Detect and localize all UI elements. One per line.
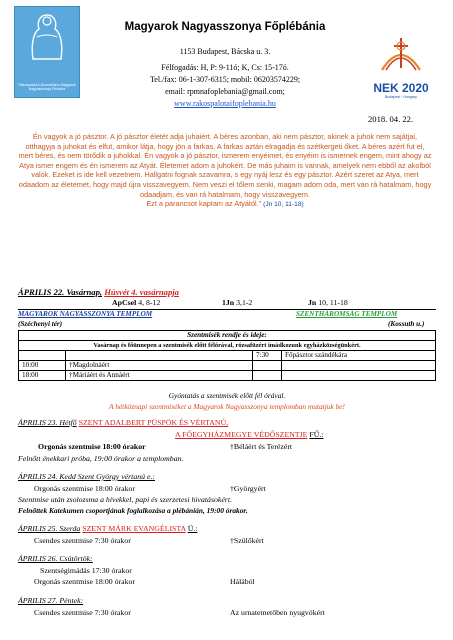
phone: Tel./fax: 06-1-307-6315; mobil: 06203574229;	[149, 75, 301, 84]
reading-2: 1Jn 3,1-2	[222, 298, 253, 307]
table-row: 7:30 Főpásztor szándékára	[19, 351, 436, 361]
gospel-last-line: Ezt a parancsot kaptam az Atyától.”	[146, 199, 262, 209]
tuesday-note: Szentmise után zsolozsma a hívekkel, papi és szerzetesi hivatásokért.	[18, 495, 232, 504]
tuesday-note-2: Felnőttek Katekumen csoportjának foglalkozása a plébánián, 19:00 órakor.	[18, 506, 248, 515]
day-thursday: ÁPRILIS 26. Csütörtök:	[18, 554, 93, 563]
table-header: Szentmisék rendje és ideje:	[19, 331, 436, 341]
office-hours: Félfogadás: H, P: 9-11ó; K, Cs: 15-17ó.	[161, 63, 289, 72]
website-link[interactable]: www.rakospalotaifoplebania.hu	[174, 99, 276, 108]
monday-note: Felnőtt énekkari próba, 19:00 órakor a templomban.	[18, 454, 184, 463]
church-left-sub: (Széchenyi tér)	[18, 320, 63, 328]
sunday-date: ÁPRILIS 22. Vasárnap,	[18, 287, 103, 297]
monday-feast-line: A FŐEGYHÁZMEGYE VÉDŐSZENTJE FŰ.:	[175, 430, 324, 439]
day-wednesday: ÁPRILIS 25. Szerda SZENT MÁRK EVANGÉLISTA Ü.:	[18, 524, 198, 533]
wednesday-mass: Csendes szentmise 7:30 órakor	[34, 536, 131, 545]
confession-note: Gyóntatás a szentmisék előtt fél órával.	[168, 391, 286, 400]
reading-1: ApCsel 4, 8-12	[112, 298, 161, 307]
email: email: rpmnafoplebania@gmail.com;	[165, 87, 285, 96]
tuesday-mass: Orgonás szentmise 18:00 órakor	[34, 484, 135, 493]
mass-table	[18, 330, 436, 381]
gospel-text	[18, 132, 432, 210]
table-row: 10:00 †Magdolnáért	[19, 361, 436, 371]
day-tuesday: ÁPRILIS 24. Kedd Szent György vértanú e.:	[18, 472, 155, 481]
thursday-mass: Orgonás szentmise 18:00 órakor	[34, 577, 135, 586]
friday-intention: Az urnatemetőben nyugvókért	[230, 608, 325, 617]
cross-icon	[370, 34, 432, 76]
thursday-intention: Hálából	[230, 577, 255, 586]
sunday-heading	[18, 287, 179, 297]
address: 1153 Budapest, Bácska u. 3.	[179, 47, 271, 56]
gospel-reference: (Jn 10, 11-18)	[263, 201, 304, 209]
monday-intention: †Béláért és Terézért	[230, 442, 293, 451]
table-note: Vasárnap és főünnepen a szentmisék előtt félórával, rózsafüzért imádkozunk egyházközségünkért.	[19, 341, 436, 351]
weekday-note: A hétköznapi szentmiséket a Magyarok Nagyasszonya templomban mutatjuk be!	[108, 402, 346, 411]
logo-caption: Rákospalota-Kőhomokfalva Magyarok Nagyasszonya Plébánia	[18, 82, 76, 91]
nek-subtitle: Budapest · Hungary	[385, 95, 417, 99]
reading-3: Jn 10, 11-18	[308, 298, 348, 307]
parish-title: Magyarok Nagyasszonya Főplébánia	[124, 21, 326, 33]
monday-mass: Orgonás szentmise 18:00 órakor	[38, 442, 146, 451]
church-left: MAGYAROK NAGYASSZONYA TEMPLOM	[18, 310, 153, 318]
church-right: SZENTHÁROMSÁG TEMPLOM	[296, 310, 398, 318]
wednesday-intention: †Szülőkért	[230, 536, 264, 545]
nek-title: NEK 2020	[373, 81, 429, 95]
friday-mass: Csendes szentmise 7:30 órakor	[34, 608, 131, 617]
day-friday: ÁPRILIS 27. Péntek:	[18, 596, 84, 605]
parish-logo	[14, 6, 80, 98]
church-right-sub: (Kossuth u.)	[388, 320, 425, 328]
thursday-adoration: Szentségimádás 17:30 órakor	[40, 566, 132, 575]
nek-logo	[370, 34, 432, 104]
day-monday: ÁPRILIS 23. Hétfő SZENT ADALBERT PÜSPÖK ÉS VÉRTANÚ,	[18, 418, 229, 427]
madonna-icon	[15, 7, 79, 67]
tuesday-intention: †Györgyért	[230, 484, 266, 493]
gospel-body: Én vagyok a jó pásztor. A jó pásztor életét adja juhaiért. A béres azonban, aki nem pásztor, akinek a juhok nem sajátjai, otthagyja a juhokat és elfut, amikor látja, hogy jön a farkas. A farkas aztán elragadja és szétkergeti őket. A béres azért fut el, mert béres, és nem törődik a juhokkal. Én vagyok a jó pásztor, ismerem enyéimet, és enyéim is ismernek engem, mint ahogy az Atya ismer engem és én ismerem az Atyát. Életemet adom a juhokért. De más juhaim is vannak, amelyek nem ebből az akolból valók. Ezeket is ide kell vezetnem. Hallgatni fognak szavamra, s egy nyáj lesz és egy pásztor. Azért szeret az Atya, mert odaadom az életemet, hogy majd újra visszavegyem. Nem veszi el tőlem senki, magam adom oda, mert van rá hatalmam, hogy odaadjam, és van rá hatalmam, hogy visszavegyem.	[18, 132, 432, 199]
bulletin-date: 2018. 04. 22.	[368, 114, 414, 124]
sunday-feast: Húsvét 4. vasárnapja	[104, 287, 179, 297]
table-row: 18:00 †Máriáért és Annáért	[19, 371, 436, 381]
